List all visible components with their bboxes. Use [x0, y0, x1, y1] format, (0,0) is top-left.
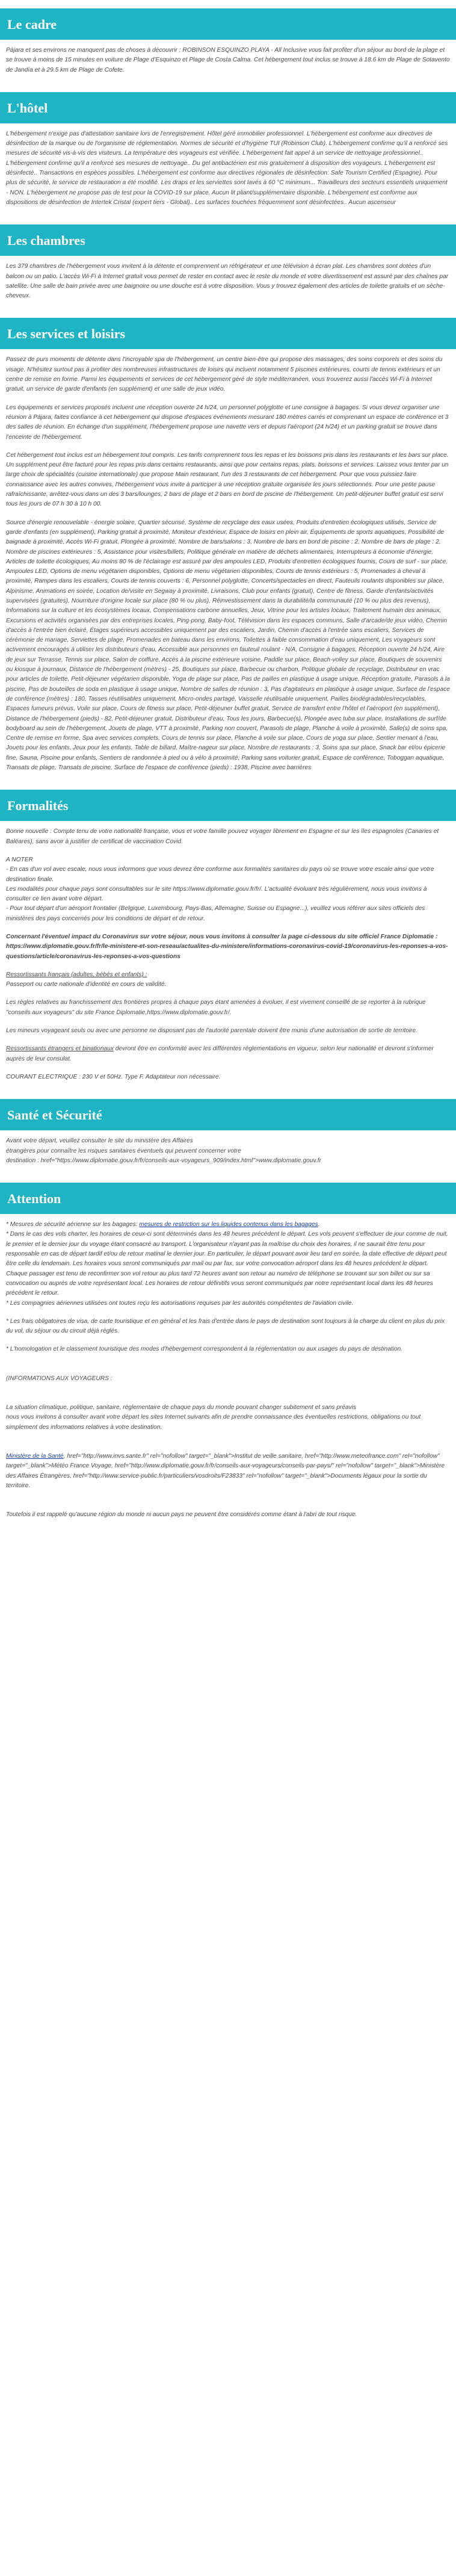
formalites-regles: Les règles relatives au franchissement des frontières propres à chaque pays étant amenées à évoluer, il est vivement conseillé de se reporter à la rubrique "conseils aux voyageurs" du site France Diplomatie,https://www.diplomatie.gouv.fr/.: [6, 999, 426, 1016]
section-services: [0, 318, 456, 773]
formalites-etrangers: [0, 1044, 456, 1064]
formalites-mineurs: Les mineurs voyageant seuls ou avec une personne ne disposant pas de l'autorité parentale doivent être munis d'une autorisation de sortie de territoire.: [6, 1027, 418, 1035]
services-paragraph-3: Cet hébergement tout inclus est un hébergement tout compris. Les tarifs comprennent tous les repas et les boissons pris dans les restaurants et les bars sur place. Un supplément peut être facturé pour les repas pris dans certains restaurants, ainsi que pour certains repas, plats, boissons et services. Laissez vous tenter par un large choix de spécialités (cuisine internationale) que propose Main restaurant, l'un des 3 restaurants de cet hébergement. Pour que vous puissiez faire connaissance avec les autres convives, l'hébergement vous invite à participer à une réception gratuite organisée les jours sélectionnés. Pour une petite pause rafraîchissante, arrêtez-vous dans un des 3 bars/lounges, 2 bars de plage et 2 bars en bord de piscine de l'hébergement. Un petit-déjeuner buffet gratuit est servi tous les jours de 07 h 30 à 10 h 00.: [6, 451, 449, 508]
attention-vols-text: . * Dans le cas des vols charter, les horaires de ceux-ci sont déterminés dans les 48 heures précédent le départ. Les vols peuvent s'effectuer de jour comme de nuit, le premier et le dernier jour du voyage étant consacré au transport. L'organisateur n'ayant pas la maîtrise du choix des horaires, il ne saurait être tenu pour responsable en cas de départ tardif et/ou de retour matinal le dernier jour. En particulier, le départ pouvant avoir lieu tard en soirée, la date effective de départ peut être celle du lendemain. Les horaires vous seront communiqués par mail ou par fax, sur votre convocation aéroport dans les 48 heures précédent le départ. Chaque passager est tenu de reconfirmer son vol retour au plus tard 72 heures avant son retour au numéro de téléphone se trouvant sur son billet ou sur sa convocation ou auprès de votre représentant local. Les horaires de retour définitifs vous seront communiqués par notre représentant local dans les 48 heures précédent le retour. * Les compagnies aériennes utilisées ont toutes reçu les autorisations requises par les autorités compétentes de l'aviation civile.: [6, 1221, 448, 1307]
section-attention: [0, 1183, 456, 1520]
attention-bagages-label: * Mesures de sécurité aérienne sur les bagages:: [6, 1221, 140, 1228]
formalites-paragraph-1: Bonne nouvelle : Compte tenu de votre nationalité française, vous et votre famille pouvez voyager librement en Espagne et sur les îles espagnoles (Canaries et Baléares), sans avoir à justifier de certificat de vaccination Covid.: [6, 828, 439, 845]
liquides-restriction-link[interactable]: mesures de restriction sur les liquides contenus dans les bagages: [139, 1221, 318, 1228]
formalites-coronavirus[interactable]: Concernant l'éventuel impact du Coronavirus sur votre séjour, nous vous invitons à consulter la page ci-dessous du site officiel France Diplomatie : https://www.diplomatie.gouv.fr/fr/le-ministere-et-son-reseau/actualites-du-ministere/informations-coronavirus-covid-19/coronavirus-les-reponses-a-vos-questions/article/coronavirus-les-reponses-a-vos-questions: [6, 933, 448, 960]
section-title-attention: Attention: [0, 1183, 456, 1214]
ressortissants-etrangers-text: devront être en conformité avec les différentes réglementations en vigueur, selon leur nationalité et devront s'informer auprès de leur consulat.: [6, 1045, 434, 1062]
section-hotel: [0, 92, 456, 208]
section-formalites: [0, 790, 456, 1082]
attention-paragraph-1: [0, 1220, 456, 1308]
attention-paragraph-3: * L'homologation et le classement touristique des modes d'hébergement correspondent à la réglementation ou aux usages du pays de destination.: [6, 1346, 403, 1353]
section-title-sante: Santé et Sécurité: [0, 1099, 456, 1130]
formalites-ressortissants-doc: Passeport ou carte nationale d'identité en cours de validité.: [6, 981, 167, 988]
formalites-courant: COURANT ELECTRIQUE : 230 V et 50Hz. Type F. Adaptateur non nécessaire.: [6, 1073, 221, 1080]
hotel-paragraph: L'hébergement n'exige pas d'attestation sanitaire lors de l'enregistrement. Hôtel géré immobilier professionnel. L'hébergement est conforme aux directives de désinfection de la marque ou de l'organisme de réglementation. Normes de sécurité et d'hygiène TUI (Robinson Club). L'hébergement confirme qu'il a renforcé ses mesures de sécurité vis-à-vis des visiteurs. La température des voyageurs est vérifiée. L'hébergement fait appel à un service de nettoyage professionnel.. L'hébergement confirme qu'il a renforcé ses mesures de nettoyage.. Du gel antibactérien est mis gratuitement à disposition des voyageurs. L'hébergement est désinfecté.. Transactions en espèces possibles. L'hébergement est conforme aux directives régionales de désinfection: Safe Tourism Certified (Espagne). Pour plus de sécurité, le service de restauration a été modifié. Les draps et les serviettes sont lavés à 60 °C minimum... Travailleurs des secteurs essentiels uniquement - NON. L'hébergement ne propose pas de test pour la COVID-19 sur place. Aucun lit pliant/supplémentaire disponible. L'hébergement est conforme aux dispositions de désinfection de Intertek Cristal (expert tiers - Global).. Les surfaces touchées fréquemment sont désinfectées.. Aucun ascenseur: [6, 130, 448, 206]
services-amenities-list: Source d'énergie renouvelable - énergie solaire, Quartier sécurisé, Système de recyclage des eaux usées, Produits d'entretien écologiques utilisés, Service de garde d'enfants (en supplément), Parking gratuit à proximité, Moniteur d'extérieur, Espace de loisirs en plein air, Équipements de sports aquatiques, Possibilité de baignade à proximité, Accès Wi-Fi gratuit, Plongée à proximité, Nombre de bars/salons : 3, Nombre de bars en bord de piscine : 2, Nombre de bars de plage : 2, Nombre de piscines extérieures : 5, Assistance pour visites/billets, Politique générale en matière de déchets alimentaires, Interrupteurs à économie d'énergie, Articles de toilette écologiques, Au moins 80 % de l'éclairage est assuré par des ampoules LED, Produits d'entretien écologiques fournis, Cours de surf - sur place, Ampoules LED, Options de menu végétarien disponibles, Options de menu végétarien disponibles, Courts de tennis extérieurs : 5, Promenades à cheval à proximité, Rampes dans les escaliers, Courts de tennis couverts : 6, Personnel polyglotte, Concerts/spectacles en direct, Fauteuils roulants disponibles sur place, Alpinisme, Animations en soirée, Location de/visite en Segway à proximité, Livraisons, Club pour enfants (gratuit), Centre de fitness, Garde d'enfants/activités supervisées (gratuites), Nourriture d'origine locale sur place (80 % ou plus), Réinvestissement dans la durabilité/la communauté (10 % ou plus des revenus), Informations sur la culture et les écosystèmes locaux, Compensations carbone annuelles, Jeux, Vitrine pour les artistes locaux, Traitement humain des animaux, Excursions et activités organisées par des entreprises locales, Ping-pong, Baby-foot, Télévision dans les espaces communs, Salle d'arcade/de jeux vidéo, Chemin d'accès à l'entrée bien éclairé, Étages supérieurs accessibles uniquement par des escaliers, Jardin, Chemin d'accès à l'entrée sans escaliers, Services de cérémonie de mariage, Serviettes de plage, Promenades en bateau dans les environs, Toilettes à faible consommation d'eau uniquement, Les voyageurs sont activement encouragés à utiliser les distributeurs d'eau, Accessible aux personnes en fauteuil roulant - N/A, Consigne à bagages, Réception ouverte 24 h/24, Aire de jeux sur Terrasse, Tennis sur place, Salon de coiffure, Accès à la piscine extérieure voisine, Paddle sur place, Beach-volley sur place, Boutiques de souvenirs ou kiosque à journaux, Distance de l'hébergement (mètres) - 25, Boutiques sur place, Barbecue ou charbon, Politique globale de recyclage, Distributeur en vrac pour articles de toilette, Petit-déjeuner végétarien disponible, Yoga de plage sur place, Pas de pailles en plastique à usage unique, Réception gratuite, Parasols à la piscine, Pas de bouteilles de soda en plastique à usage unique, Nombre de salles de réunion : 3, Pas d'agitateurs en plastique à usage unique, Surface de l'espace de conférence (mètres) : 180, Tasses réutilisables uniquement, Micro-ondes partagé, Vaisselle réutilisable uniquement, Pailles biodégradables/recyclables, Espaces fumeurs prévus, Voile sur place, Cours de fitness sur place, Petit-déjeuner buffet gratuit, Service de transfert entre l'hôtel et l'aéroport (en supplément), Distance de l'hébergement (pieds) - 82, Petit-déjeuner gratuit, Distributeur d'eau, Tous les jours, Barbecue(s), Plongée avec tuba sur place, Installations de surf/de bodyboard au sein de l'hébergement, Jouets de plage, VTT à proximité, Parking non couvert, Parasols de plage, Planche à voile à proximité, Salle(s) de soins spa, Centre de remise en forme, Spa avec services complets, Cours de tennis sur place, Planche à voile sur place, Cours de yoga sur place, Sentier menant à l'eau, Jouets pour les enfants, Jeux pour les enfants, Table de billard, Maître-nageur sur place, Nombre de restaurants : 3, Soins spa sur place, Snack bar et/ou épicerie fine, Sauna, Piscine pour enfants, Sentiers de randonnée à pied ou à vélo à proximité, Parking sans voiturier gratuit, Espace de conférence, Toboggan aquatique, Transats de plage, Transats de piscine, Surface de l'espace de conférence (pieds) : 1938, Piscine avec barrières: [6, 519, 450, 772]
ressortissants-francais-label: Ressortissants français (adultes, bébés et enfants) :: [6, 971, 147, 978]
attention-links-text: , href="http://www.invs.sante.fr" rel="nofollow" target="_blank">Institut de veille sanitaire, href="http://www.meteofrance.com" rel="nofollow" target="_blank">Météo France Voyage, href="http://www.diplomatie.gouv.fr/fr/conseils-aux-voyageurs/conseils-par-pays/" rel="nofollow" target="_blank">Ministère des Affaires Étrangères, href="http://www.service-public.fr/particuliers/vosdroits/F23833" rel="nofollow" target="_blank">Documents légaux pour la sortie du territoire.: [6, 1452, 445, 1489]
attention-situation: La situation climatique, politique, sanitaire, réglementaire de chaque pays du monde pouvant changer subitement et sans préavis nous vous invitons à consulter avant votre départ les sites Internet suivants afin de prendre connaissance des éventuelles restrictions, obligations ou tout simplement des informations relatives à votre destination.: [6, 1404, 421, 1431]
section-title-formalites: Formalités: [0, 790, 456, 821]
section-title-chambres: Les chambres: [0, 224, 456, 256]
attention-links: [0, 1452, 456, 1491]
section-title-cadre: Le cadre: [0, 8, 456, 40]
attention-info-voyageurs: (INFORMATIONS AUX VOYAGEURS :: [6, 1375, 112, 1382]
section-title-hotel: L'hôtel: [0, 92, 456, 123]
ressortissants-etrangers-label: Ressortissants étrangers et binationaux: [6, 1045, 114, 1053]
ministere-sante-link[interactable]: Ministère de la Santé: [6, 1452, 64, 1460]
formalites-ressortissants-heading: [0, 970, 456, 980]
sante-paragraph: Avant votre départ, veuillez consulter le site du ministère des Affaires étrangères pour connaître les risques sanitaires éventuels qui peuvent concerner votre destination : href="https://www.diplomatie.gouv.fr/fr/conseils-aux-voyageurs_909/index.html">www.diplomatie.gouv.fr: [6, 1138, 321, 1164]
section-sante: [0, 1099, 456, 1166]
section-cadre: [0, 8, 456, 75]
services-paragraph-1: Passez de purs moments de détente dans l'incroyable spa de l'hébergement, un centre bien-être qui propose des massages, des soins corporels et des soins du visage. N'hésitez surtout pas à profiter des nombreuses infrastructures de loisirs qui incluent notamment 5 piscines extérieures, courts de tennis extérieurs et un centre de remise en forme. Parmi les équipements et services de cet hébergement géré de style méditerranéen, vous trouverez aussi l'accès Wi-Fi à Internet gratuit, un service de garde d'enfants (en supplément) et une salle de jeux vidéo.: [6, 356, 443, 393]
services-paragraph-2: Les équipements et services proposés incluent une réception ouverte 24 h/24, un personnel polyglotte et une consigne à bagages. Si vous devez organiser une réunion à Pájara, faites confiance à cet hébergement qui dispose d'espaces événements mesurant 180 mètres carrés et comprenant un espace de conférence et 3 des salles de réunion. En échange d'un supplément, l'hébergement propose une navette vers et depuis l'aéroport (24 h/24) et un parking gratuit se trouve dans l'enceinte de l'hébergement.: [6, 404, 449, 441]
section-title-services: Les services et loisirs: [0, 318, 456, 349]
attention-paragraph-2: * Les frais obligatoires de visa, de carte touristique et en général et les frais d'entrée dans le pays de destination sont toujours à la charge du client en plus du prix du vol, du séjour ou du circuit déjà réglés.: [6, 1317, 445, 1335]
section-chambres: [0, 224, 456, 301]
attention-risque: Toutefois il est rappelé qu'aucune région du monde ni aucun pays ne peuvent être considérés comme étant à l'abri de tout risque.: [6, 1511, 357, 1519]
chambres-paragraph: Les 379 chambres de l'hébergement vous invitent à la détente et comprennent un réfrigérateur et une télévision à écran plat. Les chambres sont dotées d'un balcon ou un patio. L'accès Wi-Fi à Internet gratuit vous permet de rester en contact avec le reste du monde et votre divertissement est assuré par des chaînes par satellite. Une salle de bain privée avec une baignoire ou une douche est à votre disposition. Vous y trouvez également des articles de toilette gratuits et un sèche-cheveux.: [6, 263, 449, 300]
formalites-note: A NOTER - En cas d'un vol avec escale, nous vous informons que vous devrez être conforme aux formalités sanitaires du pays où se trouve votre escale ainsi que votre destination finale. Les modalités pour chaque pays sont consultables sur le site https://www.diplomatie.gouv.fr/fr/. L'actualité évoluant très régulièrement, nous vous invitons à consulter ce lien avant votre départ. - Pour tout départ d'un aéroport frontalier (Belgique, Luxembourg, Pays-Bas, Allemagne, Suisse ou Espagne...), veuillez vous référer aux sites officiels des ministères des pays concernés pour les conditions de départ et de retour.: [6, 856, 434, 922]
cadre-paragraph: Pájara et ses environs ne manquent pas de choses à découvrir : ROBINSON ESQUINZO PLAYA - All Inclusive vous fait profiter d'un séjour au bord de la plage et se trouve à moins de 15 minutes en voiture de Plage d'Esquinzo et Plage de Costa Calma. Cet hébergement tout inclus se trouve à 18.6 km de Plage de Sotavento de Jandía et à 29.5 km de Plage de Cofete.: [6, 47, 450, 73]
